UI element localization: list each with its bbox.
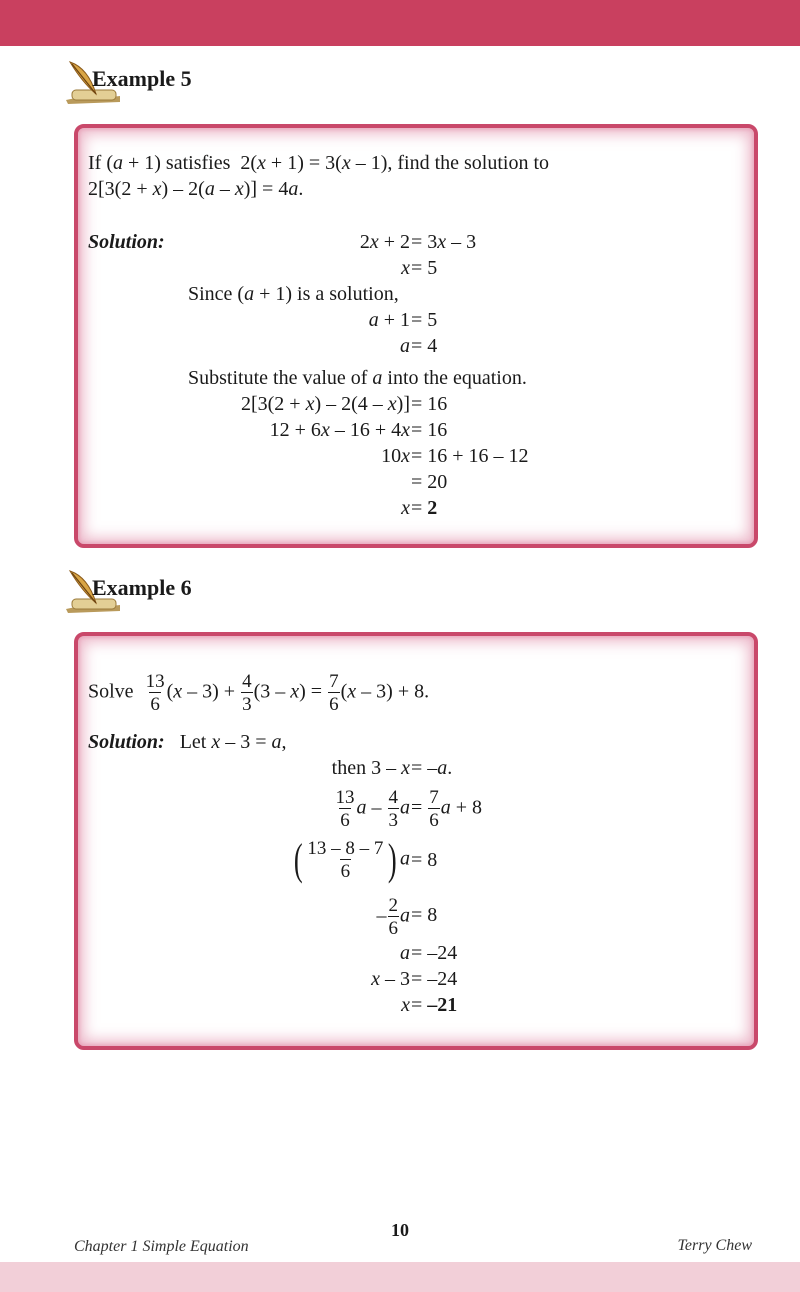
example-6-title: Example 6 [92, 575, 192, 600]
equation-rhs: = 5 [411, 257, 438, 279]
page-number: 10 [391, 1220, 409, 1240]
equation-lhs: 10x [381, 445, 410, 467]
example-5-problem-line-2: 2[3(2 + x) – 2(a – x)] = 4a. [88, 178, 304, 200]
equation-rhs: = 8 [411, 904, 438, 926]
example-6-problem: Solve $\frac{13}{6}$ (x – 3) + $\frac{4}{3}$ (3 – x) = $\frac{7}{6}$ (x – 3) + 8. [88, 671, 430, 715]
equation-lhs: a + 1 [368, 309, 410, 331]
example-5-problem-line-1: If (a + 1) satisfies 2(x + 1) = 3(x – 1), find the solution to [88, 152, 550, 174]
example-5-heading [62, 60, 322, 104]
equation-rhs: = 5 [411, 309, 438, 331]
answer-6-value: –21 [427, 994, 458, 1016]
equation-rhs: = 16 [411, 419, 448, 441]
example-6-solution-label: Solution: [88, 731, 165, 753]
equation-lhs: 2[3(2 + x) – 2(4 – x)] [240, 393, 410, 415]
equation-rhs: = 16 [411, 393, 448, 415]
equation-lhs: x [401, 497, 410, 519]
answer-6: = –21 [411, 994, 458, 1016]
example-6-heading [62, 569, 322, 613]
example-6-box [74, 632, 758, 1050]
equation-rhs: = –24 [411, 968, 458, 990]
equation-lhs: 12 + 6x – 16 + 4x [269, 419, 410, 441]
equation-rhs: = $\frac{7}{6}$ a + 8 [411, 787, 483, 831]
top-band [0, 0, 800, 46]
equation-lhs: – $\frac{2}{6}$ a [376, 895, 410, 939]
equation-rhs: = 4 [411, 335, 438, 357]
equation-lhs: ( $\frac{13 - 8 - 7}{6}$ ) a [293, 835, 410, 884]
equation-lhs: x [401, 257, 410, 279]
equation-rhs: = 16 + 16 – 12 [411, 445, 529, 467]
equation-rhs: = –24 [411, 942, 458, 964]
equation-lhs: 2x + 2 [359, 231, 410, 253]
author-name: Terry Chew [677, 1237, 752, 1254]
equation-rhs: = 3x – 3 [411, 231, 477, 253]
equation-lhs: x – 3 [371, 968, 410, 990]
example-5-box [74, 124, 758, 548]
equation-lhs: then 3 – x [331, 757, 410, 779]
equation-rhs: = 8 [411, 849, 438, 871]
since-solution-text: Since (a + 1) is a solution, [188, 283, 399, 305]
equation-lhs: a [400, 942, 410, 964]
example-6-solution-line: Solution: Let x – 3 = a, [88, 731, 287, 753]
equation-rhs: = –a. [411, 757, 453, 779]
example-5-solution-label: Solution: [88, 231, 165, 253]
equation-lhs: a [400, 335, 410, 357]
substitute-text: Substitute the value of a into the equation. [188, 367, 527, 389]
answer-5: = 2 [411, 497, 438, 519]
example-5-title: Example 5 [92, 66, 192, 91]
chapter-title: Chapter 1 Simple Equation [74, 1238, 249, 1255]
bottom-band [0, 1262, 800, 1292]
equation-lhs: $\frac{13}{6}$ a – $\frac{4}{3}$ a [335, 787, 410, 831]
answer-5-value: 2 [427, 497, 438, 519]
equation-lhs: x [401, 994, 410, 1016]
equation-rhs: = 20 [411, 471, 448, 493]
